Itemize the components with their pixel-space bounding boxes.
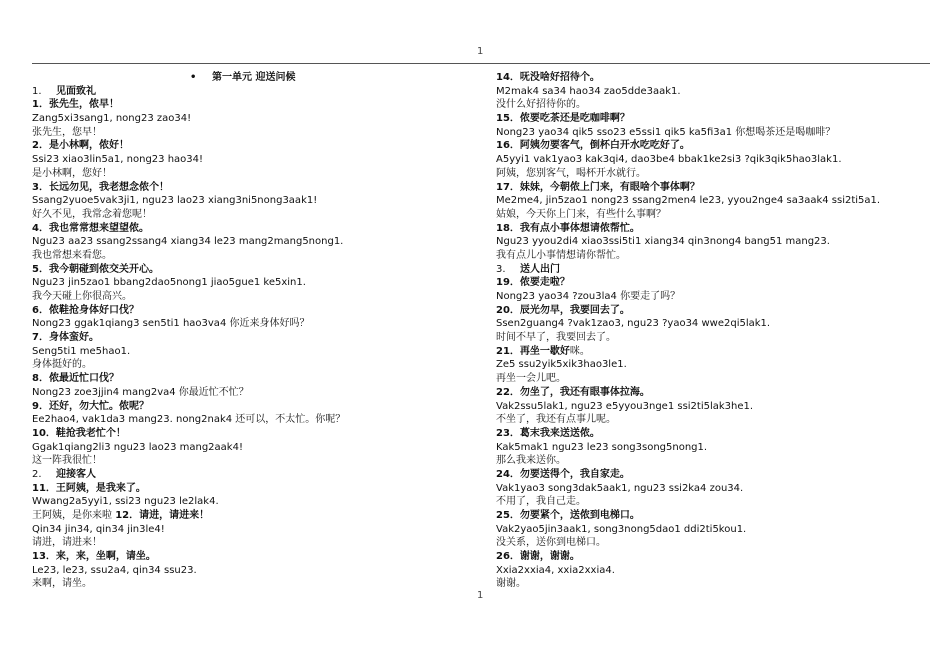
- phrase-line: Zang5xi3sang1, nong23 zao34!: [32, 113, 192, 125]
- phrase-line: Vak2yao5jin3aak1, song3nong5dao1 ddi2ti5kou1.: [496, 523, 747, 535]
- phrase-line: 谢谢。: [496, 578, 526, 590]
- phrase-line: Ssang2yuoe5vak3ji1, ngu23 lao23 xiang3ni5nong3aak1!: [32, 195, 318, 207]
- phrase-line: Me2me4, jin5zao1 nong23 ssang2men4 le23, yyou2nge4 sa3aak4 ssi2ti5a1.: [496, 195, 881, 207]
- phrase-line: 不用了，我自己走。: [496, 496, 586, 508]
- right-column: [496, 71, 926, 591]
- phrase-line: Le23, le23, ssu2a4, qin34 ssu23.: [32, 564, 197, 576]
- page-number-top: 1: [477, 46, 484, 57]
- phrase-heading: 6．侬鞋抢身体好口伐？: [32, 304, 139, 316]
- phrase-heading: 13．来，来，坐啊，请坐。: [32, 551, 156, 563]
- phrase-line: 是小林啊，您好！: [32, 167, 112, 179]
- phrase-heading: 23．葛末我来送送侬。: [496, 427, 600, 439]
- phrase-line: 没关系，送你到电梯口。: [496, 537, 606, 549]
- section-number: 2.: [32, 468, 42, 480]
- phrase-line: Nong23 yao34 ?zou3la4 你要走了吗？: [496, 291, 681, 302]
- phrase-heading: 22．勿坐了，我还有眼事体拉海。: [496, 386, 650, 398]
- phrase-tail: 咪。: [569, 345, 590, 357]
- phrase-line: 不坐了，我还有点事儿呢。: [496, 414, 616, 426]
- phrase-heading: 1．张先生，侬早！: [32, 99, 119, 111]
- phrase-line: Ngu23 yyou2di4 xiao3ssi5ti1 xiang34 qin3nong4 bang51 mang23.: [496, 236, 830, 248]
- phrase-line: M2mak4 sa34 hao34 zao5dde3aak1.: [496, 85, 681, 97]
- phrase-heading: 25．勿要紧个，送侬到电梯口。: [496, 510, 640, 521]
- section-heading: [32, 468, 462, 482]
- phrase-heading: 15．侬要吃茶还是吃咖啡啊？: [496, 113, 630, 125]
- phrase-heading: 10．鞋抢我老忙个！: [32, 427, 126, 439]
- phrase-line: 再坐一会儿吧。: [496, 373, 566, 385]
- phrase-line: 来啊，请坐。: [32, 578, 92, 590]
- phrase-line: Vak1yao3 song3dak5aak1, ngu23 ssi2ka4 zou34.: [496, 482, 744, 494]
- phrase-heading: 14．呒没啥好招待个。: [496, 72, 600, 83]
- phrase-heading: 12．请进，请进来！: [115, 510, 210, 521]
- left-column: [32, 71, 462, 591]
- phrase-line: Xxia2xxia4, xxia2xxia4.: [496, 564, 615, 576]
- section-title: 见面致礼: [56, 85, 96, 97]
- phrase-heading: 7．身体蛮好。: [32, 332, 99, 344]
- section-heading: [496, 263, 926, 277]
- phrase-line: 这一阵我很忙！: [32, 455, 102, 467]
- phrase-heading: 3．长远勿见，我老想念侬个！: [32, 181, 169, 193]
- phrase-line: 时间不早了，我要回去了。: [496, 332, 616, 344]
- phrase-heading: 11．王阿姨，是我来了。: [32, 482, 146, 494]
- phrase-line: Kak5mak1 ngu23 le23 song3song5nong1.: [496, 441, 708, 453]
- phrase-heading: 21．再坐一歇好: [496, 345, 570, 357]
- phrase-heading: 16．阿姨勿要客气，倒杯白开水吃吃好了。: [496, 140, 690, 152]
- phrase-line: Nong23 zoe3jjin4 mang2va4 你最近忙不忙？: [32, 386, 249, 398]
- phrase-line: 张先生，您早！: [32, 126, 102, 138]
- phrase-line: 身体挺好的。: [32, 359, 92, 371]
- phrase-line: Ze5 ssu2yik5xik3hao3le1.: [496, 359, 627, 371]
- phrase-heading: 8．侬最近忙口伐？: [32, 373, 119, 385]
- phrase-line: 我今天碰上你很高兴。: [32, 291, 132, 302]
- phrase-heading: 24．勿要送得个，我自家走。: [496, 468, 630, 480]
- section-title: 送人出门: [520, 263, 560, 275]
- phrase-heading: 20．辰光勿早，我要回去了。: [496, 304, 630, 316]
- phrase-line: Ee2hao4, vak1da3 mang23. nong2nak4 还可以，不太忙。你呢？: [32, 414, 346, 426]
- phrase-line: Qin34 jin34, qin34 jin3le4!: [32, 523, 165, 535]
- phrase-line: 好久不见，我常念着您呢！: [32, 208, 152, 220]
- phrase-line: Wwang2a5yyi1, ssi23 ngu23 le2lak4.: [32, 496, 219, 508]
- phrase-line: Ngu23 aa23 ssang2ssang4 xiang34 le23 mang2mang5nong1.: [32, 236, 344, 248]
- phrase-line: 姑娘，今天你上门来，有些什么事啊？: [496, 208, 666, 220]
- phrase-line: Ssen2guang4 ?vak1zao3, ngu23 ?yao34 wwe2qi5lak1.: [496, 318, 771, 330]
- mixed-line: [496, 345, 926, 359]
- phrase-line: Ngu23 jin5zao1 bbang2dao5nong1 jiao5gue1 ke5xin1.: [32, 277, 306, 289]
- phrase-heading: 19．侬要走啦？: [496, 277, 570, 289]
- phrase-line: Nong23 ggak1qiang3 sen5ti1 hao3va4 你近来身体好吗？: [32, 318, 310, 330]
- phrase-heading: 4．我也常常想来望望侬。: [32, 222, 149, 234]
- phrase-line: Seng5ti1 me5hao1.: [32, 345, 131, 357]
- section-heading: [32, 85, 462, 99]
- phrase-line: 那么我来送你。: [496, 455, 566, 467]
- phrase-line: Nong23 yao34 qik5 sso23 e5ssi1 qik5 ka5fi3a1 你想喝茶还是喝咖啡？: [496, 126, 836, 138]
- phrase-heading: 26．谢谢，谢谢。: [496, 551, 580, 563]
- translation-text: 王阿姨，是你来啦: [32, 510, 116, 521]
- header-rule: [32, 63, 930, 64]
- phrase-line: Ssi23 xiao3lin5a1, nong23 hao34!: [32, 154, 204, 166]
- phrase-heading: 2．是小林啊，侬好！: [32, 140, 129, 152]
- heading-bullet: •: [190, 72, 197, 83]
- phrase-line: 请进，请进来！: [32, 537, 102, 549]
- section-title: 迎接客人: [56, 468, 96, 480]
- mixed-line: [32, 509, 462, 523]
- page-number-bottom: 1: [477, 590, 484, 601]
- unit-heading: [32, 71, 462, 85]
- section-number: 1.: [32, 85, 42, 97]
- section-number: 3.: [496, 263, 506, 275]
- phrase-line: A5yyi1 vak1yao3 kak3qi4, dao3be4 bbak1ke2si3 ?qik3qik5hao3lak1.: [496, 154, 842, 166]
- phrase-line: 阿姨，您别客气，喝杯开水就行。: [496, 167, 646, 179]
- phrase-line: Ggak1qiang2li3 ngu23 lao23 mang2aak4!: [32, 441, 243, 453]
- phrase-heading: 18．我有点小事体想请侬帮忙。: [496, 222, 640, 234]
- phrase-line: Vak2ssu5lak1, ngu23 e5yyou3nge1 ssi2ti5lak3he1.: [496, 400, 754, 412]
- phrase-heading: 5．我今朝碰到侬交关开心。: [32, 263, 159, 275]
- phrase-line: 没什么好招待你的。: [496, 99, 586, 111]
- phrase-heading: 9．还好，勿大忙。侬呢？: [32, 400, 149, 412]
- phrase-line: 我也常想来看您。: [32, 249, 112, 261]
- phrase-heading: 17．妹妹，今朝侬上门来，有眼啥个事体啊？: [496, 181, 700, 193]
- heading-text: 第一单元 迎送问候: [212, 72, 296, 83]
- phrase-line: 我有点儿小事情想请你帮忙。: [496, 249, 626, 261]
